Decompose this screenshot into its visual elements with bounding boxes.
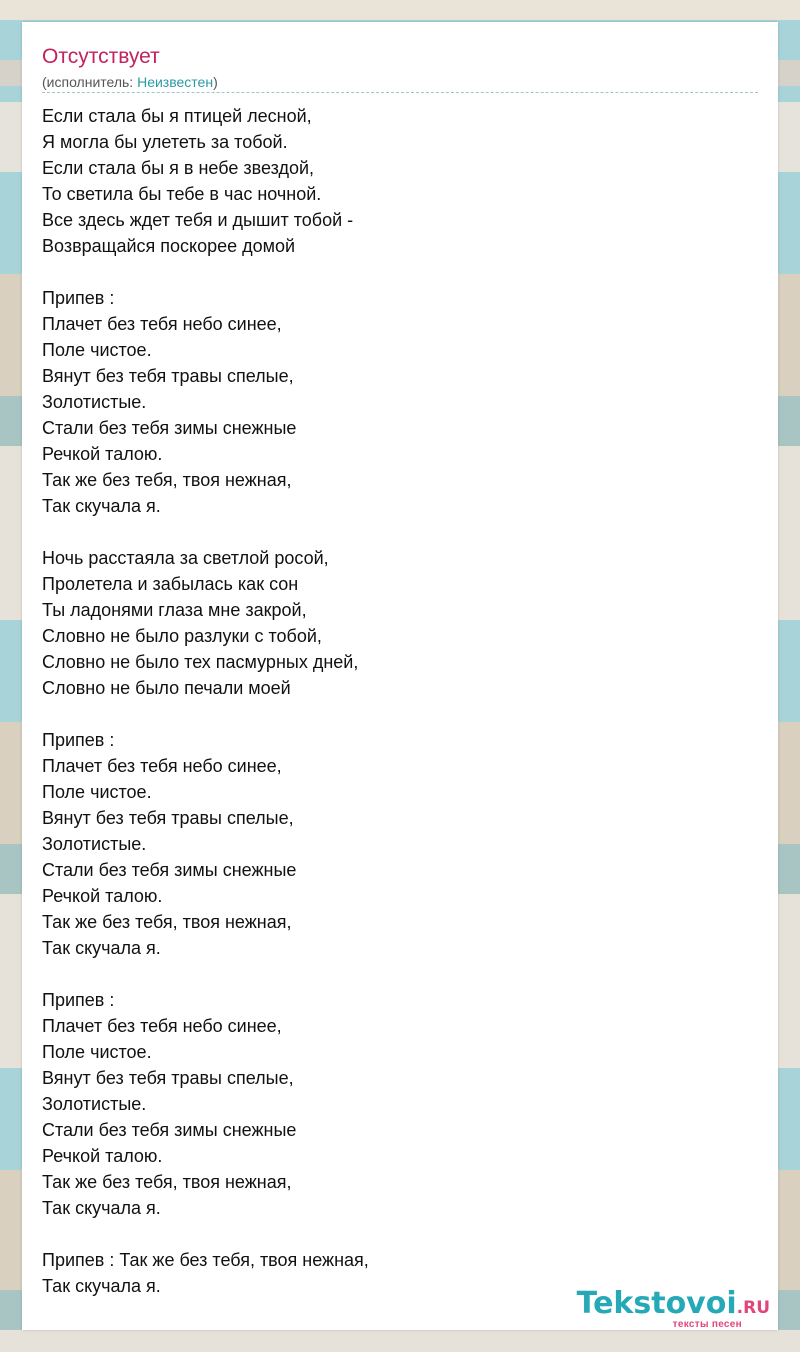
- divider: [42, 92, 758, 93]
- song-title: Отсутствует: [42, 45, 160, 68]
- logo-tagline: тексты песен: [672, 1319, 742, 1330]
- logo-name: Tekstovoi: [576, 1286, 737, 1321]
- artist-suffix: ): [213, 74, 218, 90]
- logo-tld: .RU: [736, 1298, 770, 1318]
- artist-line: [42, 73, 218, 91]
- artist-prefix: (исполнитель:: [42, 74, 138, 90]
- lyrics-card: [22, 22, 778, 1330]
- lyrics-text: Если стала бы я птицей лесной, Я могла бы улететь за тобой. Если стала бы я в небе звездой, То светила бы тебе в час ночной. Все здесь ждет тебя и дышит тобой - Возвращайся поскорее домой Припев : Плачет без тебя небо синее, Поле чистое. Вянут без тебя травы спелые, Золотистые. Стали без тебя зимы снежные Речкой талою. Так же без тебя, твоя нежная, Так скучала я. Ночь расстаяла за светлой росой, Пролетела и забылась как сон Ты ладонями глаза мне закрой, Словно не было разлуки с тобой, Словно не было тех пасмурных дней, Словно не было печали моей Припев : Плачет без тебя небо синее, Поле чистое. Вянут без тебя травы спелые, Золотистые. Стали без тебя зимы снежные Речкой талою. Так же без тебя, твоя нежная, Так скучала я. Припев : Плачет без тебя небо синее, Поле чистое. Вянут без тебя травы спелые, Золотистые. Стали без тебя зимы снежные Речкой талою. Так же без тебя, твоя нежная, Так скучала я. Припев : Так же без тебя, твоя нежная, Так скучала я.: [42, 106, 369, 1296]
- site-logo[interactable]: [560, 1288, 770, 1332]
- artist-link[interactable]: Неизвестен: [137, 74, 214, 90]
